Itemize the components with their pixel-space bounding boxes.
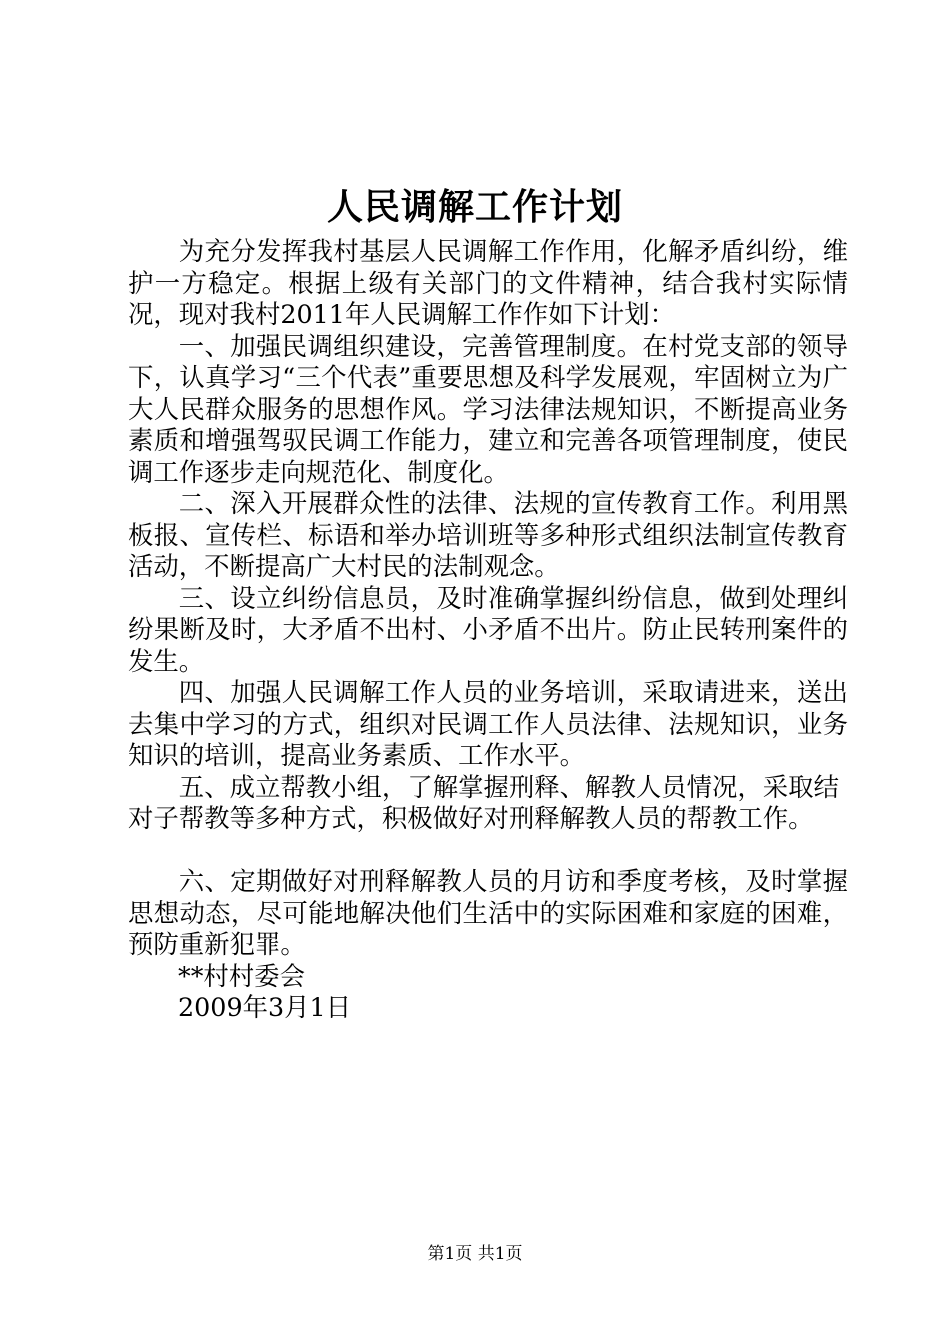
paragraph-item-1: 一、加强民调组织建设，完善管理制度。在村党支部的领导下，认真学习“三个代表”重要思想及科学发展观，牢固树立为广大人民群众服务的思想作风。学习法律法规知识，不断提高业务素质和增强驾驭民调工作能力，建立和完善各项管理制度，使民调工作逐步走向规范化、制度化。 [128, 330, 848, 487]
page-number-footer: 第1页 共1页 [427, 1244, 523, 1264]
paragraph-intro: 为充分发挥我村基层人民调解工作作用，化解矛盾纠纷，维护一方稳定。根据上级有关部门的文件精神，结合我村实际情况，现对我村2011年人民调解工作作如下计划： [128, 236, 848, 329]
signature: **村村委会 [178, 960, 305, 991]
document-body [128, 236, 848, 1024]
paragraph-item-4: 四、加强人民调解工作人员的业务培训，采取请进来，送出去集中学习的方式，组织对民调工作人员法律、法规知识，业务知识的培训，提高业务素质、工作水平。 [128, 677, 848, 770]
paragraph-item-2: 二、深入开展群众性的法律、法规的宣传教育工作。利用黑板报、宣传栏、标语和举办培训班等多种形式组织法制宣传教育活动，不断提高广大村民的法制观念。 [128, 488, 848, 581]
blank-line [128, 835, 848, 867]
paragraph-item-3: 三、设立纠纷信息员，及时准确掌握纠纷信息，做到处理纠纷果断及时，大矛盾不出村、小矛盾不出片。防止民转刑案件的发生。 [128, 582, 848, 676]
paragraph-item-6: 六、定期做好对刑释解教人员的月访和季度考核，及时掌握思想动态，尽可能地解决他们生活中的实际困难和家庭的困难，预防重新犯罪。 [128, 866, 848, 959]
document-date: 2009年3月1日 [178, 992, 352, 1022]
document-title: 人民调解工作计划 [326, 186, 623, 228]
paragraph-item-5: 五、成立帮教小组，了解掌握刑释、解教人员情况，采取结对子帮教等多种方式，积极做好对刑释解教人员的帮教工作。 [128, 771, 839, 833]
